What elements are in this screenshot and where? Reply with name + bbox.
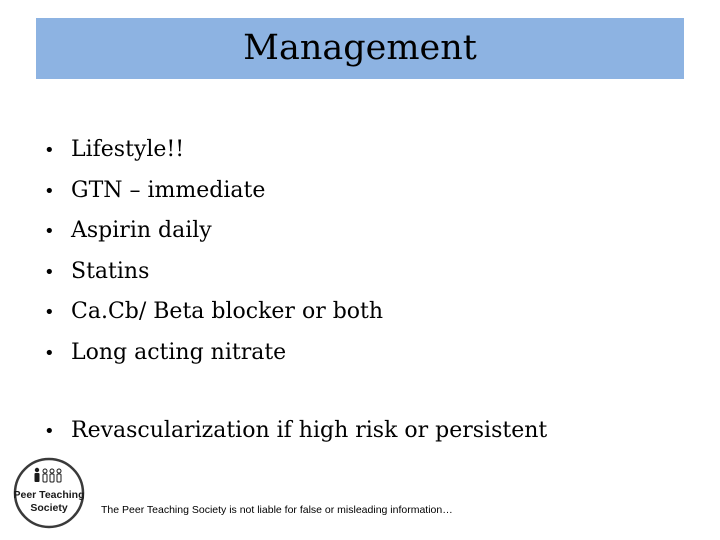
bullet-marker: • — [44, 180, 55, 202]
bullet-text: Statins — [71, 258, 150, 284]
title-bar — [36, 18, 684, 79]
bullet-item — [44, 411, 547, 452]
bullet-text: Aspirin daily — [71, 218, 212, 244]
slide-title: Management — [243, 28, 477, 68]
disclaimer-text: The Peer Teaching Society is not liable for false or misleading information… — [101, 504, 453, 516]
bullet-marker: • — [44, 140, 55, 161]
bullet-list — [44, 130, 383, 374]
bullet-marker: • — [44, 302, 55, 324]
bullet-marker: • — [44, 221, 55, 243]
bullet-item — [44, 130, 383, 171]
bullet-text: Revascularization if high risk or persistent — [71, 418, 548, 443]
bullet-item — [44, 211, 383, 252]
bullet-item — [44, 292, 383, 333]
svg-text:Peer Teaching: Peer Teaching — [13, 489, 85, 501]
peer-teaching-society-logo — [10, 457, 88, 529]
bullet-marker: • — [44, 421, 55, 442]
bullet-text: GTN – immediate — [71, 177, 266, 203]
bullet-item — [44, 333, 383, 374]
svg-text:Society: Society — [30, 502, 68, 514]
bullet-marker: • — [44, 261, 55, 283]
bullet-text: Long acting nitrate — [71, 339, 287, 365]
bullet-text: Lifestyle!! — [71, 137, 185, 162]
bullet-marker: • — [44, 342, 55, 364]
secondary-bullet-list — [44, 411, 547, 452]
bullet-item — [44, 252, 383, 293]
bullet-item — [44, 171, 383, 212]
bullet-text: Ca.Cb/ Beta blocker or both — [71, 299, 384, 325]
